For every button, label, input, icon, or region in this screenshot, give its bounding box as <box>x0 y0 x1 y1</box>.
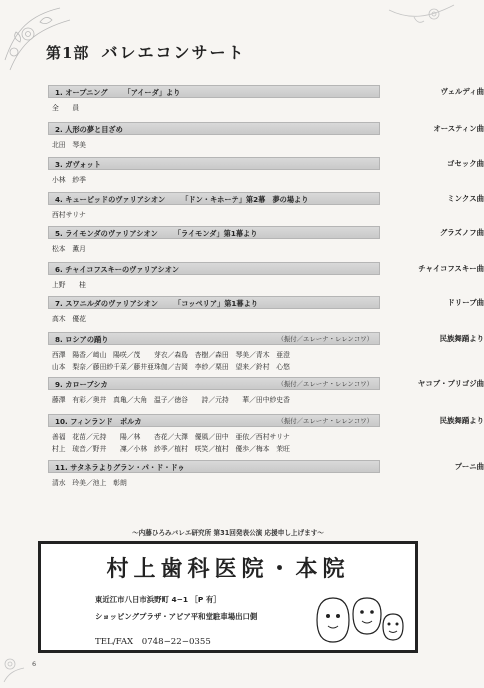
item-title-bar <box>48 122 380 135</box>
performers: 藤澤 有彩／奥井 真亀／大角 温子／徳谷 詩／元持 華／田中紗史香 <box>52 396 290 404</box>
item-title: サタネラよりグラン・パ・ド・ドゥ <box>70 463 185 472</box>
performers: 北田 琴美 <box>52 141 86 149</box>
composer: ヤコブ・プリゴジ曲 <box>417 379 484 388</box>
item-title-bar <box>48 157 380 170</box>
item-title-bar <box>48 460 380 473</box>
item-title: 人形の夢と目ざめ <box>65 125 123 134</box>
item-title-bar <box>48 85 380 98</box>
item-subtitle: 「ドン・キホーテ」第2幕 夢の場より <box>181 195 309 204</box>
performers: 西村サリナ <box>52 211 86 219</box>
floral-ornament-icon <box>0 648 30 688</box>
section-heading <box>46 40 245 63</box>
program-item <box>48 226 484 255</box>
item-title-bar <box>48 377 380 390</box>
item-title: オープニング <box>65 88 108 97</box>
item-number: 2. <box>55 125 63 134</box>
composer: ヴェルディ曲 <box>440 87 484 96</box>
item-number: 9. <box>55 380 63 389</box>
item-title: フィンランド ポルカ <box>70 417 142 426</box>
program-item <box>48 460 484 489</box>
item-title-bar <box>48 414 380 427</box>
program-item <box>48 157 484 186</box>
composer: プーニ曲 <box>454 462 484 471</box>
performers: 山本 梨奈／藤田紗千菜／藤井亜珠伽／吉岡 李紗／栗田 望来／鈴村 心悠 <box>52 363 290 371</box>
item-title-bar <box>48 296 380 309</box>
item-number: 10. <box>55 417 68 426</box>
floral-ornament-icon <box>379 0 459 60</box>
item-title-bar <box>48 332 380 345</box>
item-number: 5. <box>55 229 63 238</box>
item-number: 7. <box>55 299 63 308</box>
choreographer: （振付／エレーナ・レレンコワ） <box>277 417 373 425</box>
item-title: ライモンダのヴァリアシオン <box>65 229 158 238</box>
sponsor-ad <box>30 527 426 657</box>
performers: 高木 優花 <box>52 315 86 323</box>
program-item <box>48 377 484 406</box>
sponsor-message: ～内藤ひろみバレエ研究所 第31回発表公演 応援申し上げます～ <box>132 529 324 537</box>
program-item <box>48 332 484 373</box>
item-title: カローブシカ <box>65 380 108 389</box>
tooth-mascot-icon <box>309 590 409 650</box>
part-label: 第1部 <box>46 44 90 62</box>
clinic-address: 東近江市八日市浜野町 4−1 ［P 有］ <box>95 595 221 604</box>
clinic-name: 村上歯科医院・本院 <box>106 556 350 582</box>
composer: 民族舞踊より <box>439 334 484 343</box>
performers: 清水 玲美／池上 彰朗 <box>52 479 127 487</box>
performers: 松本 薫月 <box>52 245 86 253</box>
ad-box <box>38 541 418 653</box>
item-subtitle: 「アイーダ」より <box>123 88 181 97</box>
clinic-phone: TEL/FAX 0748−22−0355 <box>95 637 211 647</box>
choreographer: （振付／エレーナ・レレンコワ） <box>277 380 373 388</box>
item-number: 11. <box>55 463 68 472</box>
program-item <box>48 85 484 114</box>
performers: 全 員 <box>52 104 80 112</box>
performers: 小林 紗季 <box>52 176 86 184</box>
item-title: ガヴォット <box>65 160 101 169</box>
composer: 民族舞踊より <box>439 416 484 425</box>
item-title: スワニルダのヴァリアシオン <box>65 299 159 308</box>
composer: ミンクス曲 <box>447 194 484 203</box>
item-title-bar <box>48 262 380 275</box>
performers: 西澤 陽香／﨑山 陽咲／茂 芽衣／森島 杏樹／森田 琴美／青木 亜澄 <box>52 351 290 359</box>
performers: 善福 花苗／元持 陽／林 杏花／大澤 優風／田中 亜依／西村サリナ <box>52 433 290 441</box>
item-title-bar <box>48 226 380 239</box>
composer: チャイコフスキー曲 <box>418 264 484 273</box>
composer: オースティン曲 <box>433 124 484 133</box>
item-number: 4. <box>55 195 63 204</box>
item-title: キューピッドのヴァリアシオン <box>65 195 166 204</box>
composer: グラズノフ曲 <box>439 228 484 237</box>
page-title: バレエコンサート <box>101 43 246 62</box>
item-title: チャイコフスキーのヴァリアシオン <box>65 265 180 274</box>
item-subtitle: 「ライモンダ」第1幕より <box>173 229 258 238</box>
item-subtitle: 「コッペリア」第1幕より <box>174 299 258 308</box>
page-number: 6 <box>32 660 37 668</box>
item-title-bar <box>48 192 380 205</box>
composer: ドリーブ曲 <box>447 298 484 307</box>
choreographer: （振付／エレーナ・レレンコワ） <box>277 335 373 343</box>
item-title: ロシアの踊り <box>65 335 109 344</box>
program-item <box>48 122 484 151</box>
program-item <box>48 296 484 325</box>
item-number: 8. <box>55 335 63 344</box>
clinic-directions: ショッピングプラザ・アピア平和堂駐車場出口側 <box>95 612 258 621</box>
item-number: 6. <box>55 265 63 274</box>
composer: ゴセック曲 <box>447 159 484 168</box>
program-item <box>48 414 484 455</box>
program-item <box>48 192 484 221</box>
program-item <box>48 262 484 291</box>
performers: 上野 桂 <box>52 281 86 289</box>
performers: 村上 琉音／野井 凜／小林 紗季／植村 咲笑／植村 優歩／梅本 茉旺 <box>52 445 290 453</box>
item-number: 3. <box>55 160 63 169</box>
item-number: 1. <box>55 88 63 97</box>
